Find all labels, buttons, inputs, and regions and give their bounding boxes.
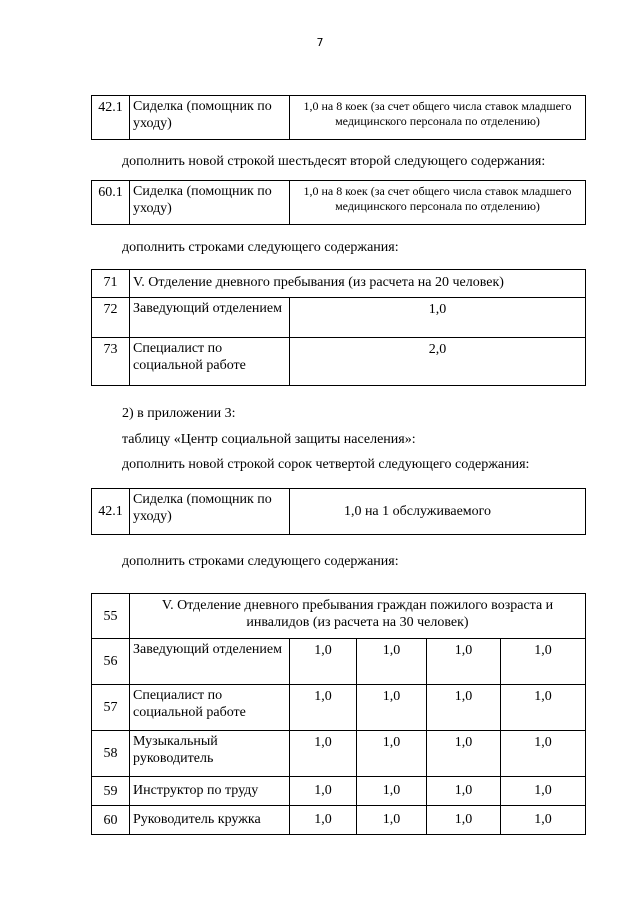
table-day-department-30 bbox=[91, 593, 586, 835]
row-value: 1,0 на 8 коек (за счет общего числа ставок младшего медицинского персонала по отделению) bbox=[290, 96, 586, 140]
paragraph-add-row-62: дополнить новой строкой шестьдесят второй следующего содержания: bbox=[122, 154, 546, 169]
row-position: Инструктор по труду bbox=[130, 777, 290, 806]
row-number: 59 bbox=[92, 777, 130, 806]
table-staff-nurse-3 bbox=[91, 488, 586, 535]
table-row bbox=[92, 639, 586, 685]
table-row bbox=[92, 594, 586, 639]
paragraph-table-center: таблицу «Центр социальной защиты населения»: bbox=[122, 432, 416, 447]
row-value: 1,0 bbox=[290, 777, 357, 806]
row-value: 1,0 bbox=[290, 639, 357, 685]
table-day-department-20 bbox=[91, 269, 586, 386]
row-position: Руководитель кружка bbox=[130, 806, 290, 835]
row-position: Сиделка (помощник по уходу) bbox=[130, 96, 290, 140]
paragraph-appendix-3: 2) в приложении 3: bbox=[122, 406, 236, 421]
row-value: 1,0 bbox=[290, 731, 357, 777]
row-value: 1,0 bbox=[427, 806, 501, 835]
row-value: 1,0 bbox=[357, 685, 427, 731]
table-row bbox=[92, 806, 586, 835]
row-value: 1,0 bbox=[357, 806, 427, 835]
row-value: 1,0 bbox=[501, 777, 586, 806]
paragraph-add-rows-1: дополнить строками следующего содержания: bbox=[122, 240, 399, 255]
row-value: 1,0 bbox=[357, 731, 427, 777]
row-value: 2,0 bbox=[290, 338, 586, 386]
row-value: 1,0 bbox=[501, 731, 586, 777]
table-row bbox=[92, 489, 586, 535]
row-number: 42.1 bbox=[92, 96, 130, 140]
row-value: 1,0 bbox=[427, 777, 501, 806]
table-row bbox=[92, 777, 586, 806]
row-value: 1,0 bbox=[501, 806, 586, 835]
paragraph-add-rows-2: дополнить строками следующего содержания: bbox=[122, 554, 399, 569]
row-number: 60.1 bbox=[92, 181, 130, 225]
page-number: 7 bbox=[316, 36, 324, 49]
row-value: 1,0 bbox=[501, 639, 586, 685]
row-number: 58 bbox=[92, 731, 130, 777]
row-number: 55 bbox=[92, 594, 130, 639]
row-position: Специалист по социальной работе bbox=[130, 685, 290, 731]
section-heading: V. Отделение дневного пребывания граждан пожилого возраста и инвалидов (из расчета на 30 человек) bbox=[130, 594, 586, 639]
table-staff-nurse-2 bbox=[91, 180, 586, 225]
table-row bbox=[92, 685, 586, 731]
table-row bbox=[92, 338, 586, 386]
row-position: Заведующий отделением bbox=[130, 298, 290, 338]
row-number: 60 bbox=[92, 806, 130, 835]
table-row bbox=[92, 181, 586, 225]
row-value: 1,0 bbox=[357, 777, 427, 806]
row-value: 1,0 bbox=[290, 685, 357, 731]
row-value: 1,0 bbox=[357, 639, 427, 685]
row-value: 1,0 bbox=[501, 685, 586, 731]
row-number: 42.1 bbox=[92, 489, 130, 535]
table-row bbox=[92, 270, 586, 298]
row-position: Сиделка (помощник по уходу) bbox=[130, 489, 290, 535]
row-position: Сиделка (помощник по уходу) bbox=[130, 181, 290, 225]
row-number: 56 bbox=[92, 639, 130, 685]
row-position: Специалист по социальной работе bbox=[130, 338, 290, 386]
row-value: 1,0 bbox=[290, 298, 586, 338]
table-row bbox=[92, 298, 586, 338]
table-row bbox=[92, 96, 586, 140]
row-value: 1,0 на 8 коек (за счет общего числа ставок младшего медицинского персонала по отделению) bbox=[290, 181, 586, 225]
row-value: 1,0 bbox=[427, 685, 501, 731]
row-number: 72 bbox=[92, 298, 130, 338]
row-value: 1,0 на 1 обслуживаемого bbox=[290, 489, 586, 535]
section-heading: V. Отделение дневного пребывания (из расчета на 20 человек) bbox=[130, 270, 586, 298]
table-row bbox=[92, 731, 586, 777]
row-number: 71 bbox=[92, 270, 130, 298]
table-staff-nurse-1 bbox=[91, 95, 586, 140]
row-value: 1,0 bbox=[290, 806, 357, 835]
row-value: 1,0 bbox=[427, 731, 501, 777]
row-position: Заведующий отделением bbox=[130, 639, 290, 685]
row-position: Музыкальный руководитель bbox=[130, 731, 290, 777]
row-number: 57 bbox=[92, 685, 130, 731]
row-number: 73 bbox=[92, 338, 130, 386]
paragraph-add-row-44: дополнить новой строкой сорок четвертой следующего содержания: bbox=[122, 457, 530, 472]
row-value: 1,0 bbox=[427, 639, 501, 685]
